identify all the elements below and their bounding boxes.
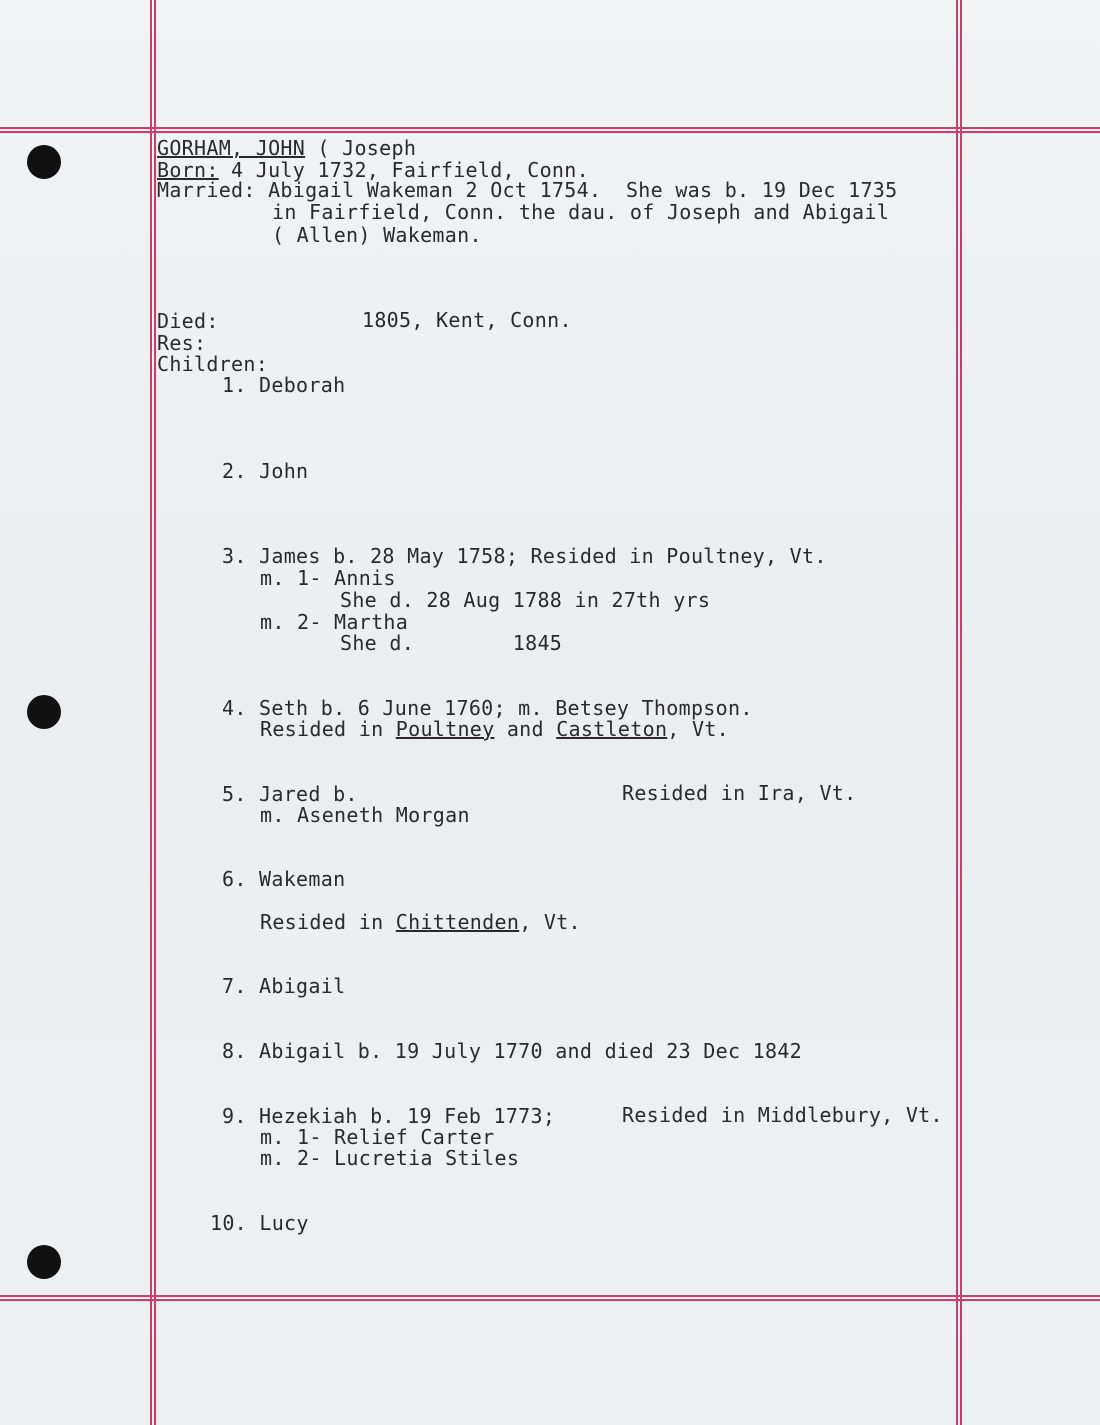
child-5-spouse: m. Aseneth Morgan: [260, 803, 470, 827]
born-label: Born:: [157, 158, 219, 182]
born-value: 4 July 1732, Fairfield, Conn.: [218, 158, 589, 182]
child-2: 2. John: [222, 459, 309, 483]
died-value: 1805, Kent, Conn.: [362, 308, 572, 332]
child-5: 5. Jared b.: [222, 782, 358, 806]
residence-state: , Vt.: [667, 717, 730, 741]
child-7: 7. Abigail: [222, 974, 346, 998]
place-chittenden: Chittenden: [395, 910, 520, 934]
child-9-spouse-1: m. 1- Relief Carter: [260, 1125, 495, 1149]
place-castleton: Castleton: [556, 717, 668, 741]
residence-state: , Vt.: [519, 910, 581, 934]
child-9: 9. Hezekiah b. 19 Feb 1773;: [222, 1104, 556, 1128]
punch-hole-top: [27, 145, 61, 179]
child-3-spouse-2-death: She d. 1845: [340, 631, 563, 655]
bottom-rule-line: [0, 1295, 1100, 1297]
married-text-1: Abigail Wakeman 2 Oct 1754. She was b. 19 Dec 1735: [255, 178, 898, 202]
place-poultney: Poultney: [395, 717, 495, 741]
child-6: 6. Wakeman: [222, 867, 346, 891]
residence-and: and: [494, 717, 557, 741]
child-10: 10. Lucy: [210, 1211, 309, 1235]
bottom-rule-line-2: [0, 1299, 1100, 1301]
child-9-residence: Resided in Middlebury, Vt.: [622, 1103, 943, 1127]
residence-prefix: Resided in: [260, 717, 396, 741]
name-suffix: ( Joseph: [305, 136, 417, 160]
name-line: [157, 137, 416, 159]
top-rule-line: [0, 127, 1100, 129]
married-label: Married:: [157, 178, 256, 202]
res-label: Res:: [157, 331, 207, 355]
child-8: 8. Abigail b. 19 July 1770 and died 23 Dec 1842: [222, 1039, 803, 1063]
residence-prefix: Resided in: [260, 910, 396, 934]
married-text-3: ( Allen) Wakeman.: [272, 223, 482, 247]
left-margin-line: [150, 0, 152, 1425]
surname-given-name: GORHAM, JOHN: [157, 136, 306, 160]
right-margin-line-2: [960, 0, 962, 1425]
child-9-spouse-2: m. 2- Lucretia Stiles: [260, 1146, 520, 1170]
child-3-spouse-2: m. 2- Martha: [260, 610, 409, 634]
child-3-spouse-1-death: She d. 28 Aug 1788 in 27th yrs: [340, 588, 711, 612]
children-label: Children:: [157, 352, 269, 376]
punch-hole-bottom: [27, 1245, 61, 1279]
top-rule-line-2: [0, 131, 1100, 133]
child-3: 3. James b. 28 May 1758; Resided in Poultney, Vt.: [222, 544, 827, 568]
right-margin-line: [956, 0, 958, 1425]
married-text-2: in Fairfield, Conn. the dau. of Joseph and Abigail: [272, 200, 890, 224]
child-6-residence: [260, 911, 581, 933]
left-margin-line-2: [154, 0, 156, 1425]
child-3-spouse-1: m. 1- Annis: [260, 566, 396, 590]
child-1: 1. Deborah: [222, 373, 346, 397]
married-line: [157, 179, 897, 201]
child-4-residence: [260, 718, 729, 740]
child-4: 4. Seth b. 6 June 1760; m. Betsey Thompson.: [222, 696, 753, 720]
punch-hole-middle: [27, 695, 61, 729]
died-label: Died:: [157, 309, 219, 333]
child-5-residence: Resided in Ira, Vt.: [622, 781, 857, 805]
